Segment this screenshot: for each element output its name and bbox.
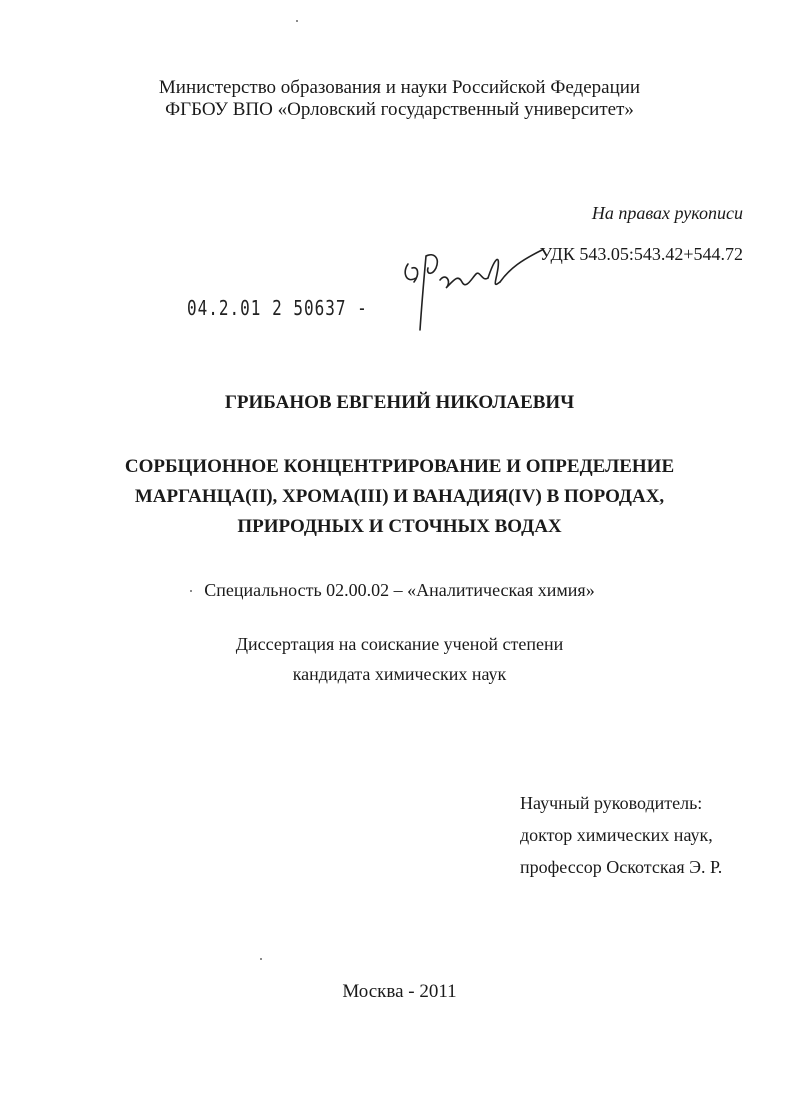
supervisor-label: Научный руководитель: — [520, 793, 703, 813]
author-name: ГРИБАНОВ ЕВГЕНИЙ НИКОЛАЕВИЧ — [224, 392, 575, 413]
ministry-line-1: Министерство образования и науки Российской Федерации — [158, 77, 641, 98]
scan-speck — [190, 590, 192, 592]
title-line-1: СОРБЦИОННОЕ КОНЦЕНТРИРОВАНИЕ И ОПРЕДЕЛЕНИЕ — [124, 456, 675, 477]
scan-speck — [260, 958, 262, 960]
city-year: Москва - 2011 — [342, 981, 457, 1002]
scan-speck — [296, 20, 298, 22]
specialty-line: Специальность 02.00.02 – «Аналитическая химия» — [204, 580, 595, 600]
signature-image — [396, 238, 546, 338]
ministry-line-2: ФГБОУ ВПО «Орловский государственный университет» — [165, 99, 634, 120]
dissertation-line-2: кандидата химических наук — [292, 664, 507, 684]
title-line-2: МАРГАНЦА(II), ХРОМА(III) И ВАНАДИЯ(IV) В ПОРОДАХ, — [134, 486, 665, 507]
manuscript-rights-note: На правах рукописи — [591, 203, 743, 223]
dissertation-line-1: Диссертация на соискание ученой степени — [235, 634, 564, 654]
registration-stamp: 04.2.01 2 50637 - — [187, 296, 368, 320]
udk-code: УДК 543.05:543.42+544.72 — [539, 244, 743, 264]
supervisor-name: профессор Оскотская Э. Р. — [520, 857, 723, 877]
title-line-3: ПРИРОДНЫХ И СТОЧНЫХ ВОДАХ — [237, 516, 562, 537]
supervisor-degree: доктор химических наук, — [520, 825, 713, 845]
